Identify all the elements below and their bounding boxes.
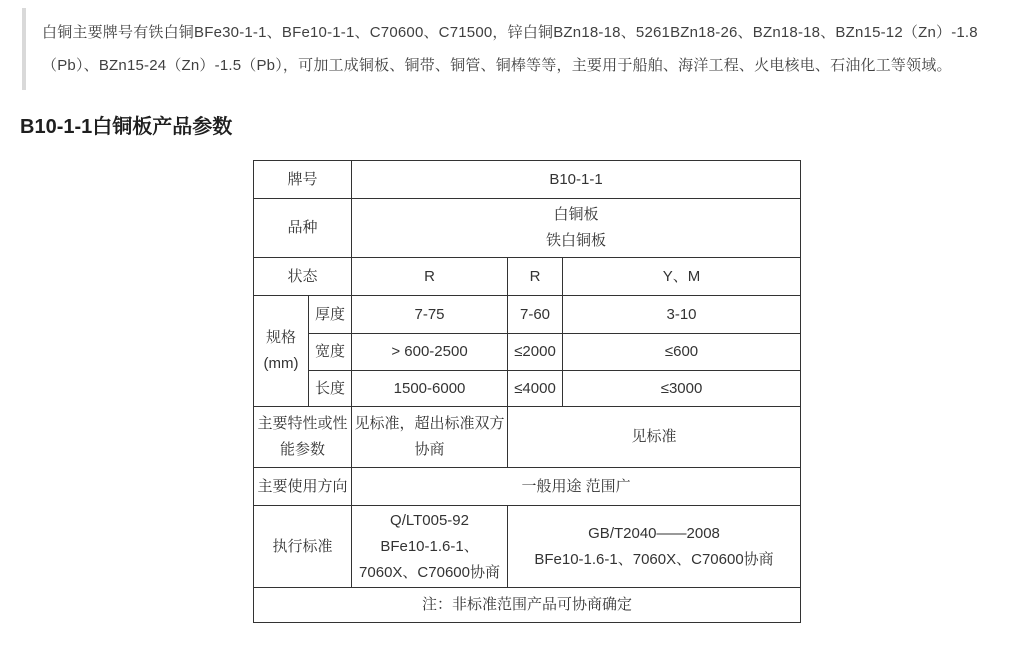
standard-left-value bbox=[352, 506, 508, 588]
product-spec-table bbox=[253, 160, 801, 623]
width-value-2: ≤2000 bbox=[508, 334, 563, 371]
thickness-value-2: 7-60 bbox=[508, 296, 563, 334]
features-label: 主要特性或性能参数 bbox=[254, 407, 352, 468]
width-value-1: > 600-2500 bbox=[352, 334, 508, 371]
table-row-variety bbox=[254, 199, 801, 258]
thickness-value-1: 7-75 bbox=[352, 296, 508, 334]
brand-value: B10-1-1 bbox=[352, 161, 801, 199]
thickness-label: 厚度 bbox=[309, 296, 352, 334]
table-row-thickness bbox=[254, 296, 801, 334]
intro-line-1: 白铜主要牌号有铁白铜BFe30-1-1、BFe10-1-1、C70600、C71500，锌白铜BZn18-18、5261BZn18-26、BZn18-18、BZn15-12（Zn）-1.8 bbox=[42, 24, 978, 41]
table-row-note bbox=[254, 588, 801, 623]
width-label: 宽度 bbox=[309, 334, 352, 371]
intro-paragraph bbox=[22, 8, 994, 90]
standard-label: 执行标准 bbox=[254, 506, 352, 588]
length-value-2: ≤4000 bbox=[508, 371, 563, 407]
table-row-length bbox=[254, 371, 801, 407]
table-row-brand bbox=[254, 161, 801, 199]
standard-left-line-1: Q/LT005-92 bbox=[390, 511, 469, 529]
variety-line-1: 白铜板 bbox=[553, 206, 599, 223]
standard-left-line-3: 7060X、C70600协商 bbox=[359, 563, 500, 581]
state-value-1: R bbox=[352, 258, 508, 296]
variety-line-2: 铁白铜板 bbox=[546, 232, 607, 249]
table-row-features bbox=[254, 407, 801, 468]
note-value: 注：非标准范围产品可协商确定 bbox=[254, 588, 801, 623]
table-row-state bbox=[254, 258, 801, 296]
table-row-usage bbox=[254, 468, 801, 506]
standard-right-line-2: BFe10-1.6-1、7060X、C70600协商 bbox=[534, 550, 774, 568]
page-title: B10-1-1白铜板产品参数 bbox=[20, 116, 233, 138]
table-row-standard bbox=[254, 506, 801, 588]
brand-label: 牌号 bbox=[254, 161, 352, 199]
length-label: 长度 bbox=[309, 371, 352, 407]
state-value-3: Y、M bbox=[563, 258, 801, 296]
state-value-2: R bbox=[508, 258, 563, 296]
length-value-1: 1500-6000 bbox=[352, 371, 508, 407]
features-right-value: 见标准 bbox=[508, 407, 801, 468]
standard-left-line-2: BFe10-1.6-1、 bbox=[380, 537, 479, 555]
length-value-3: ≤3000 bbox=[563, 371, 801, 407]
table-row-width bbox=[254, 334, 801, 371]
standard-right-line-1: GB/T2040——2008 bbox=[588, 524, 720, 542]
usage-value: 一般用途 范围广 bbox=[352, 468, 801, 506]
width-value-3: ≤600 bbox=[563, 334, 801, 371]
usage-label: 主要使用方向 bbox=[254, 468, 352, 506]
spec-label-line-2: (mm) bbox=[263, 355, 299, 372]
standard-right-value bbox=[508, 506, 801, 588]
intro-line-2: （Pb）、BZn15-24（Zn）-1.5（Pb），可加工成铜板、铜带、铜管、铜棒等等，主要用于船舶、海洋工程、火电核电、石油化工等领域。 bbox=[42, 57, 952, 74]
features-left-value: 见标准，超出标准双方协商 bbox=[352, 407, 508, 468]
variety-value bbox=[352, 199, 801, 258]
spec-label-line-1: 规格 bbox=[265, 329, 296, 346]
state-label: 状态 bbox=[254, 258, 352, 296]
variety-label: 品种 bbox=[254, 199, 352, 258]
spec-label bbox=[254, 296, 309, 407]
thickness-value-3: 3-10 bbox=[563, 296, 801, 334]
